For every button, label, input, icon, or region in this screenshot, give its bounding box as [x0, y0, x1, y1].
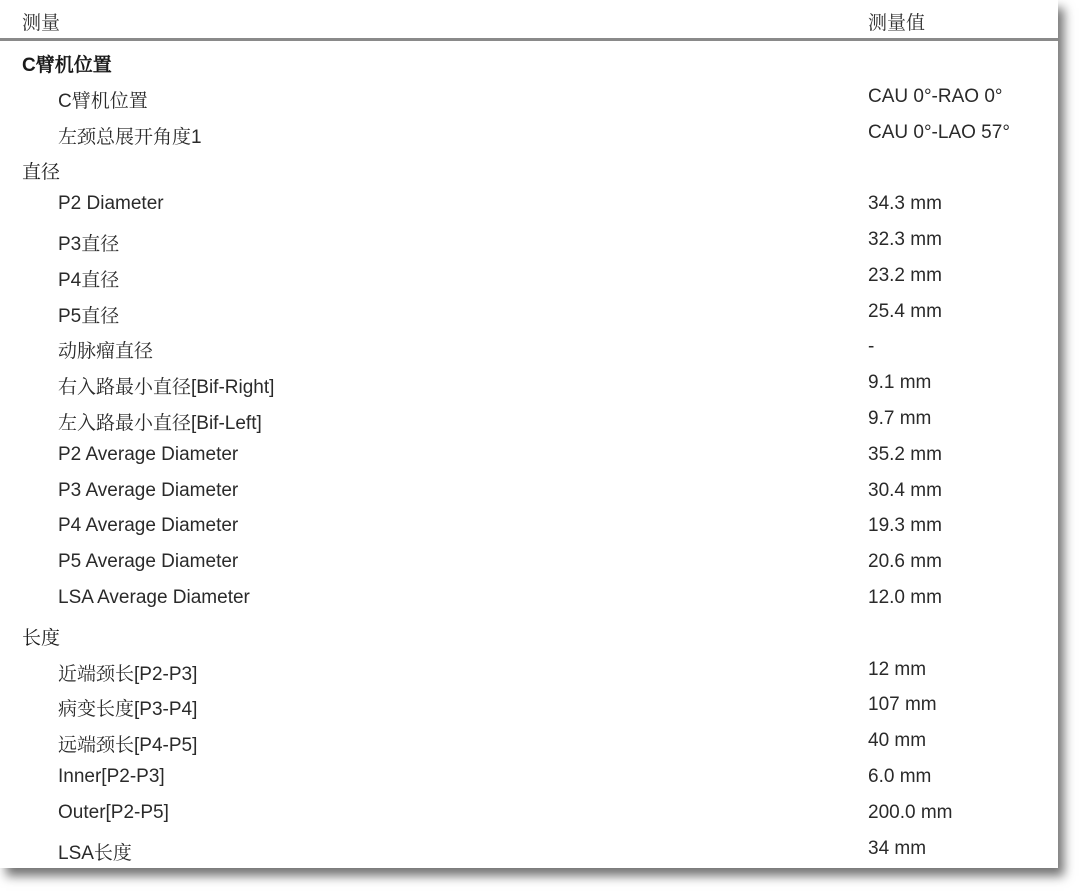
group-label: 直径: [22, 162, 61, 184]
row-value: 9.1 mm: [868, 372, 932, 394]
table-row: [0, 473, 1058, 509]
row-label: LSA长度: [58, 842, 132, 864]
table-row: [0, 723, 1058, 759]
table-row: [0, 795, 1058, 831]
row-label: LSA Average Diameter: [58, 586, 250, 608]
row-label: P4 Average Diameter: [58, 515, 239, 537]
row-value: 12 mm: [868, 658, 927, 680]
group-row-c-arm: [0, 43, 1058, 79]
row-value: 34.3 mm: [868, 193, 942, 215]
group-row-diameter: [0, 150, 1058, 186]
row-label: P5 Average Diameter: [58, 551, 239, 573]
row-value: 9.7 mm: [868, 407, 932, 429]
row-label: 左颈总展开角度1: [58, 126, 202, 148]
table-row: [0, 258, 1058, 294]
row-label: P2 Diameter: [58, 193, 164, 215]
row-value: 25.4 mm: [868, 300, 942, 322]
row-value: 19.3 mm: [868, 515, 942, 537]
row-value: 200.0 mm: [868, 801, 953, 823]
row-value: -: [868, 336, 875, 358]
row-label: P5直径: [58, 305, 120, 327]
row-label: P2 Average Diameter: [58, 443, 239, 465]
row-label: Inner[P2-P3]: [58, 765, 165, 787]
table-row: [0, 401, 1058, 437]
row-value: 30.4 mm: [868, 479, 942, 501]
table-row: [0, 365, 1058, 401]
table-row: [0, 79, 1058, 115]
table-row: [0, 437, 1058, 473]
table-row: [0, 652, 1058, 688]
row-value: 20.6 mm: [868, 551, 942, 573]
header-measure: 测量: [22, 13, 61, 34]
table-row: [0, 329, 1058, 365]
table-header: [0, 0, 1058, 41]
row-label: 近端颈长[P2-P3]: [58, 663, 198, 685]
row-label: P3直径: [58, 233, 120, 255]
row-label: C臂机位置: [58, 90, 148, 112]
row-label: P3 Average Diameter: [58, 479, 239, 501]
row-label: 右入路最小直径[Bif-Right]: [58, 377, 275, 399]
table-row: [0, 580, 1058, 616]
row-value: 6.0 mm: [868, 765, 932, 787]
table-row: [0, 687, 1058, 723]
group-label: 长度: [22, 627, 61, 649]
table-row: [0, 186, 1058, 222]
row-value: CAU 0°-LAO 57°: [868, 121, 1010, 143]
row-label: 病变长度[P3-P4]: [58, 699, 198, 721]
row-value: 40 mm: [868, 730, 927, 752]
row-label: P4直径: [58, 269, 120, 291]
row-label: 左入路最小直径[Bif-Left]: [58, 412, 262, 434]
table-row: [0, 222, 1058, 258]
row-value: 12.0 mm: [868, 586, 942, 608]
header-measure-value: 测量值: [868, 13, 926, 34]
table-row: [0, 294, 1058, 330]
table-row: [0, 544, 1058, 580]
row-value: CAU 0°-RAO 0°: [868, 85, 1003, 107]
table-row: [0, 831, 1058, 867]
row-label: 远端颈长[P4-P5]: [58, 735, 198, 757]
measurement-table: [0, 43, 1058, 866]
table-row: [0, 115, 1058, 151]
row-value: 32.3 mm: [868, 228, 942, 250]
table-row: [0, 759, 1058, 795]
table-row: [0, 508, 1058, 544]
row-value: 107 mm: [868, 694, 937, 716]
row-value: 23.2 mm: [868, 264, 942, 286]
row-label: 动脉瘤直径: [58, 341, 154, 363]
row-value: 34 mm: [868, 837, 927, 859]
group-row-length: [0, 616, 1058, 652]
row-label: Outer[P2-P5]: [58, 801, 169, 823]
group-label: C臂机位置: [22, 55, 112, 76]
row-value: 35.2 mm: [868, 443, 942, 465]
